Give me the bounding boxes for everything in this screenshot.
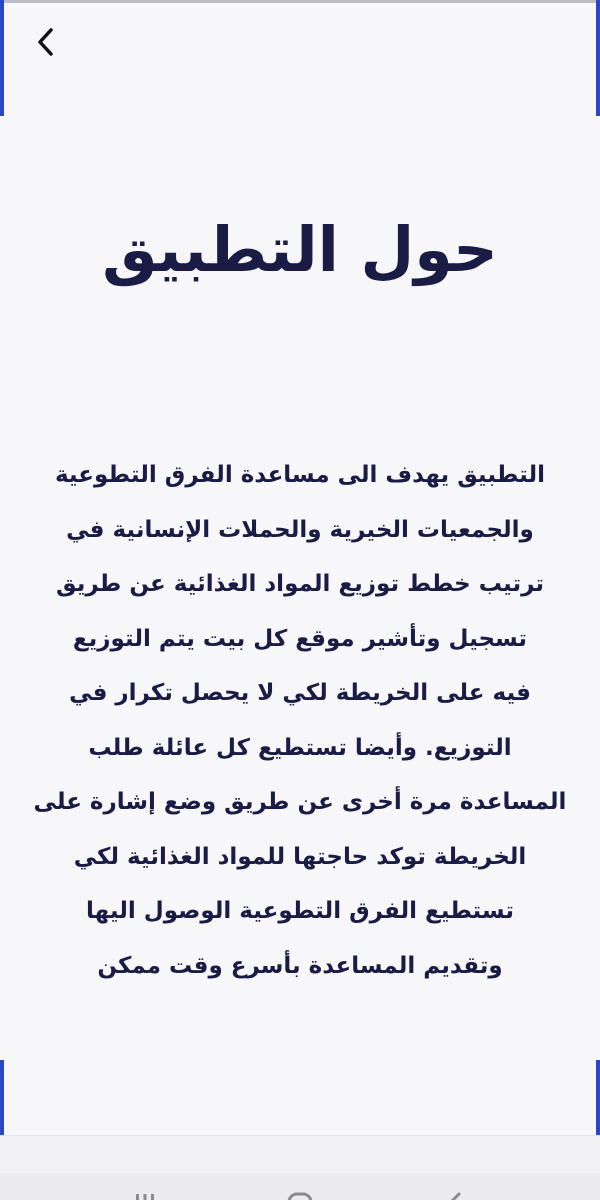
edge-accent-top-left	[0, 0, 4, 116]
description-line: المساعدة مرة أخرى عن طريق وضع إشارة على	[33, 789, 567, 815]
edge-accent-bottom-right	[596, 1060, 600, 1135]
edge-accent-top-right	[596, 0, 600, 116]
recent-apps-button[interactable]	[125, 1191, 165, 1200]
back-button[interactable]	[22, 18, 70, 66]
description-line: والجمعيات الخيرية والحملات الإنسانية في	[66, 516, 534, 543]
recent-apps-icon	[133, 1191, 157, 1200]
description-line: ترتيب خطط توزيع المواد الغذائية عن طريق	[55, 571, 545, 597]
edge-accent-bottom-left	[0, 1060, 4, 1135]
top-divider	[0, 0, 600, 3]
description-line: تسجيل وتأشير موقع كل بيت يتم التوزيع	[72, 625, 528, 652]
description-line: التوزيع. وأيضا تستطيع كل عائلة طلب	[88, 734, 512, 761]
description-line: الخريطة توكد حاجتها للمواد الغذائية لكي	[73, 843, 527, 870]
page-title: حول التطبيق	[102, 213, 498, 286]
system-navigation-bar	[0, 1173, 600, 1200]
back-icon	[445, 1191, 465, 1200]
description-line: فيه على الخريطة لكي لا يحصل تكرار في	[69, 680, 531, 706]
bottom-band	[0, 1135, 600, 1174]
system-back-button[interactable]	[435, 1191, 475, 1200]
about-description	[10, 448, 590, 993]
home-button[interactable]	[280, 1191, 320, 1200]
chevron-left-icon	[35, 27, 57, 57]
home-icon	[286, 1191, 314, 1200]
description-line: تستطيع الفرق التطوعية الوصول اليها	[86, 898, 514, 924]
description-line: التطبيق يهدف الى مساعدة الفرق التطوعية	[54, 462, 546, 488]
description-line: وتقديم المساعدة بأسرع وقت ممكن	[97, 952, 503, 979]
